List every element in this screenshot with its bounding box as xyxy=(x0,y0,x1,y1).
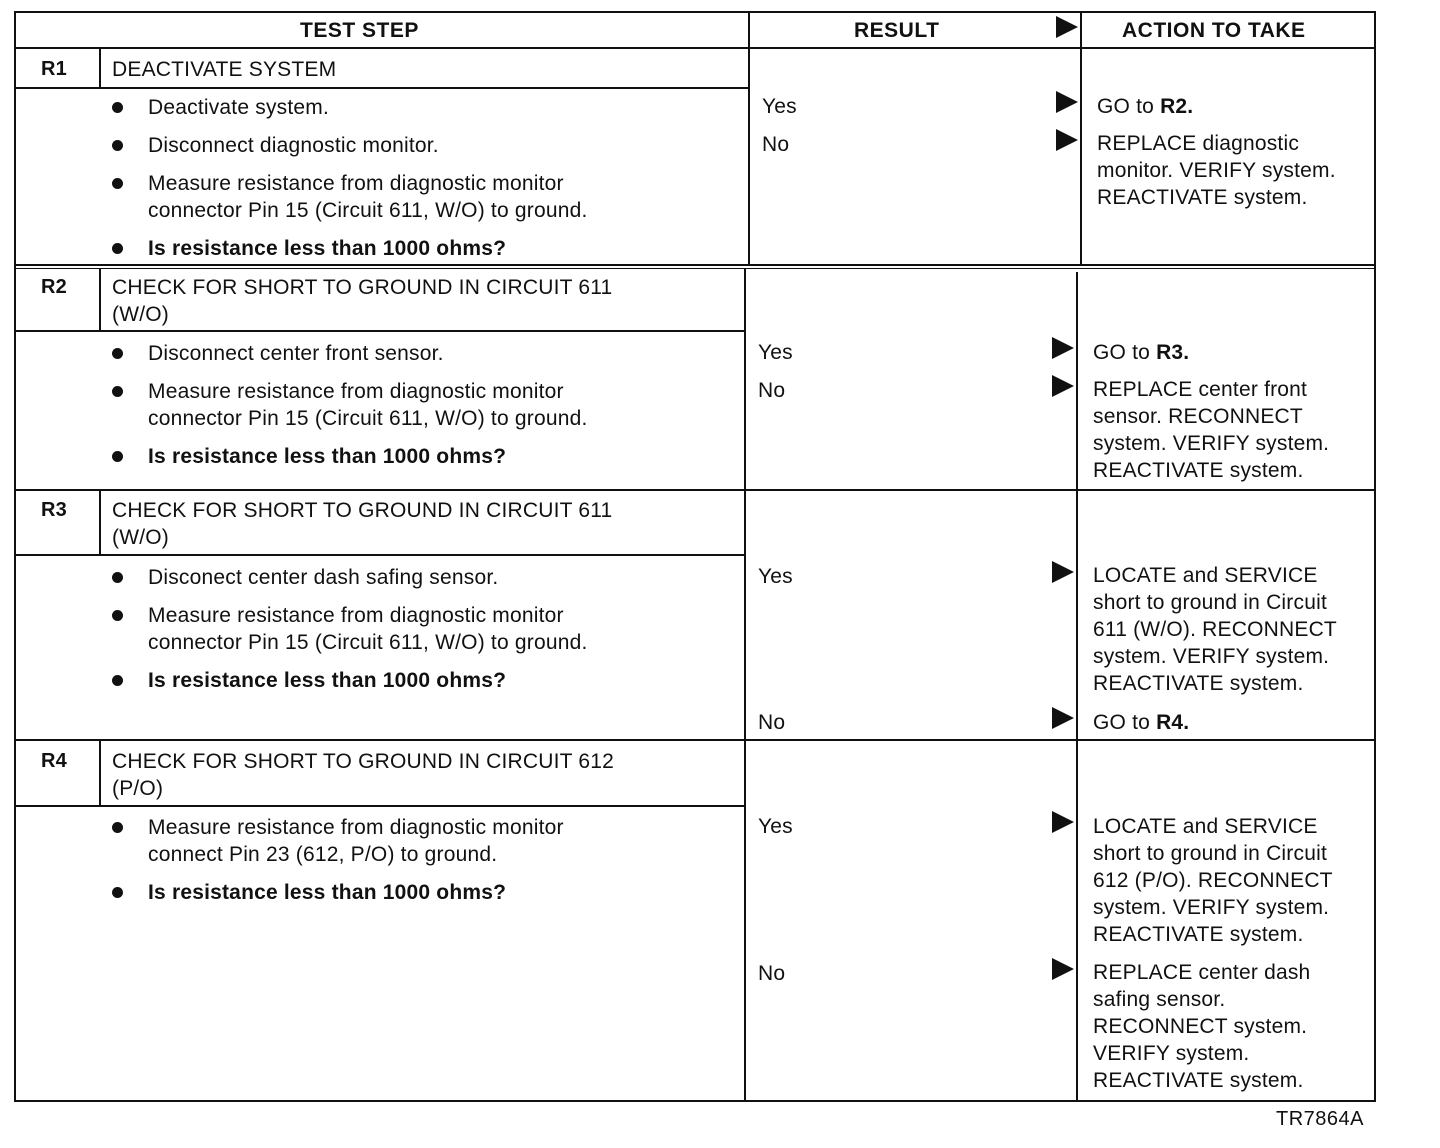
step-item: Measure resistance from diagnostic monitor xyxy=(148,604,564,627)
header-test-step: TEST STEP xyxy=(300,19,419,42)
step-id: R4 xyxy=(41,750,67,772)
action-text: GO to R4. xyxy=(1093,711,1190,734)
step-item: Measure resistance from diagnostic monitor xyxy=(148,816,564,839)
action-text: system. VERIFY system. xyxy=(1093,432,1330,455)
action-step-ref: R4. xyxy=(1156,711,1190,734)
result-arrow-icon xyxy=(1056,91,1078,113)
action-text: system. VERIFY system. xyxy=(1093,645,1330,668)
step-id-divider xyxy=(99,48,101,88)
action-text: safing sensor. xyxy=(1093,988,1226,1011)
step-item: Measure resistance from diagnostic monitor xyxy=(148,380,564,403)
bullet-icon xyxy=(112,675,123,686)
step-item-continued: connector Pin 15 (Circuit 611, W/O) to ground. xyxy=(148,199,588,222)
result-no: No xyxy=(758,711,786,734)
step-title-underline xyxy=(14,805,745,807)
action-text: REACTIVATE system. xyxy=(1093,672,1304,695)
bullet-icon xyxy=(112,140,123,151)
table-border-right xyxy=(1374,11,1376,1102)
bullet-icon xyxy=(112,348,123,359)
bullet-icon xyxy=(112,887,123,898)
bullet-icon xyxy=(112,610,123,621)
result-arrow-icon xyxy=(1052,375,1074,397)
bullet-icon xyxy=(112,178,123,189)
action-text: monitor. VERIFY system. xyxy=(1097,159,1336,182)
bullet-icon xyxy=(112,451,123,462)
step-id-divider xyxy=(99,269,101,331)
action-step-ref: R3. xyxy=(1156,341,1190,364)
action-text: RECONNECT system. xyxy=(1093,1015,1308,1038)
result-arrow-icon xyxy=(1052,958,1074,980)
table-border-top xyxy=(14,11,1376,13)
step-title: CHECK FOR SHORT TO GROUND IN CIRCUIT 611 xyxy=(112,499,613,522)
header-arrow-icon xyxy=(1056,16,1078,38)
action-text: GO to R3. xyxy=(1093,341,1190,364)
step-separator xyxy=(14,739,1376,741)
result-yes: Yes xyxy=(758,341,793,364)
step-separator xyxy=(14,489,1376,491)
step-title: CHECK FOR SHORT TO GROUND IN CIRCUIT 612 xyxy=(112,750,614,773)
bullet-icon xyxy=(112,386,123,397)
step-question: Is resistance less than 1000 ohms? xyxy=(148,881,507,904)
step-title-continued: (W/O) xyxy=(112,303,169,326)
result-no: No xyxy=(758,379,786,402)
result-arrow-icon xyxy=(1052,811,1074,833)
step-question: Is resistance less than 1000 ohms? xyxy=(148,445,507,468)
action-text: REPLACE center front xyxy=(1093,378,1308,401)
step-title-underline xyxy=(14,554,745,556)
bullet-icon xyxy=(112,572,123,583)
step-item-continued: connect Pin 23 (612, P/O) to ground. xyxy=(148,843,498,866)
step-id-divider xyxy=(99,740,101,806)
result-arrow-icon xyxy=(1052,707,1074,729)
action-text: LOCATE and SERVICE xyxy=(1093,564,1318,587)
bullet-icon xyxy=(112,243,123,254)
result-arrow-icon xyxy=(1052,561,1074,583)
step-separator xyxy=(14,268,1376,269)
header-action: ACTION TO TAKE xyxy=(1122,19,1306,42)
action-text: 611 (W/O). RECONNECT xyxy=(1093,618,1337,641)
action-text: LOCATE and SERVICE xyxy=(1093,815,1318,838)
step-question: Is resistance less than 1000 ohms? xyxy=(148,237,507,260)
step-item: Disconnect center front sensor. xyxy=(148,342,444,365)
table-border-bottom xyxy=(14,1100,1376,1102)
column-divider-action xyxy=(1076,272,1078,1102)
step-separator xyxy=(14,264,1376,266)
figure-id: TR7864A xyxy=(1276,1108,1364,1130)
step-title-continued: (P/O) xyxy=(112,777,164,800)
action-text: REACTIVATE system. xyxy=(1093,923,1304,946)
action-text: GO to R2. xyxy=(1097,95,1194,118)
step-id: R1 xyxy=(41,58,67,80)
header-result: RESULT xyxy=(854,19,940,42)
action-text: VERIFY system. xyxy=(1093,1042,1250,1065)
bullet-icon xyxy=(112,822,123,833)
step-title-continued: (W/O) xyxy=(112,526,169,549)
bullet-icon xyxy=(112,102,123,113)
step-item: Disconect center dash safing sensor. xyxy=(148,566,499,589)
action-text: REPLACE diagnostic xyxy=(1097,132,1300,155)
result-no: No xyxy=(758,962,786,985)
step-id: R3 xyxy=(41,499,67,521)
result-yes: Yes xyxy=(762,95,797,118)
step-item: Deactivate system. xyxy=(148,96,329,119)
result-no: No xyxy=(762,133,790,156)
step-item-continued: connector Pin 15 (Circuit 611, W/O) to ground. xyxy=(148,631,588,654)
action-text: short to ground in Circuit xyxy=(1093,842,1327,865)
step-title-underline xyxy=(14,330,745,332)
step-item: Measure resistance from diagnostic monitor xyxy=(148,172,564,195)
action-text: sensor. RECONNECT xyxy=(1093,405,1303,428)
step-id: R2 xyxy=(41,276,67,298)
step-title-underline xyxy=(14,87,749,89)
action-step-ref: R2. xyxy=(1160,95,1194,118)
step-item-continued: connector Pin 15 (Circuit 611, W/O) to ground. xyxy=(148,407,588,430)
step-question: Is resistance less than 1000 ohms? xyxy=(148,669,507,692)
action-text: REACTIVATE system. xyxy=(1093,1069,1304,1092)
step-id-divider xyxy=(99,490,101,555)
step-item: Disconnect diagnostic monitor. xyxy=(148,134,439,157)
header-underline xyxy=(14,47,1376,49)
action-text: REACTIVATE system. xyxy=(1097,186,1308,209)
action-text: 612 (P/O). RECONNECT xyxy=(1093,869,1333,892)
action-text: system. VERIFY system. xyxy=(1093,896,1330,919)
column-divider-result xyxy=(744,268,746,1102)
action-text: short to ground in Circuit xyxy=(1093,591,1327,614)
step-title: CHECK FOR SHORT TO GROUND IN CIRCUIT 611 xyxy=(112,276,613,299)
action-text: REACTIVATE system. xyxy=(1093,459,1304,482)
table-border-left xyxy=(14,11,16,1102)
result-arrow-icon xyxy=(1056,129,1078,151)
action-text: REPLACE center dash xyxy=(1093,961,1311,984)
result-yes: Yes xyxy=(758,565,793,588)
result-arrow-icon xyxy=(1052,337,1074,359)
result-yes: Yes xyxy=(758,815,793,838)
step-title: DEACTIVATE SYSTEM xyxy=(112,58,337,81)
